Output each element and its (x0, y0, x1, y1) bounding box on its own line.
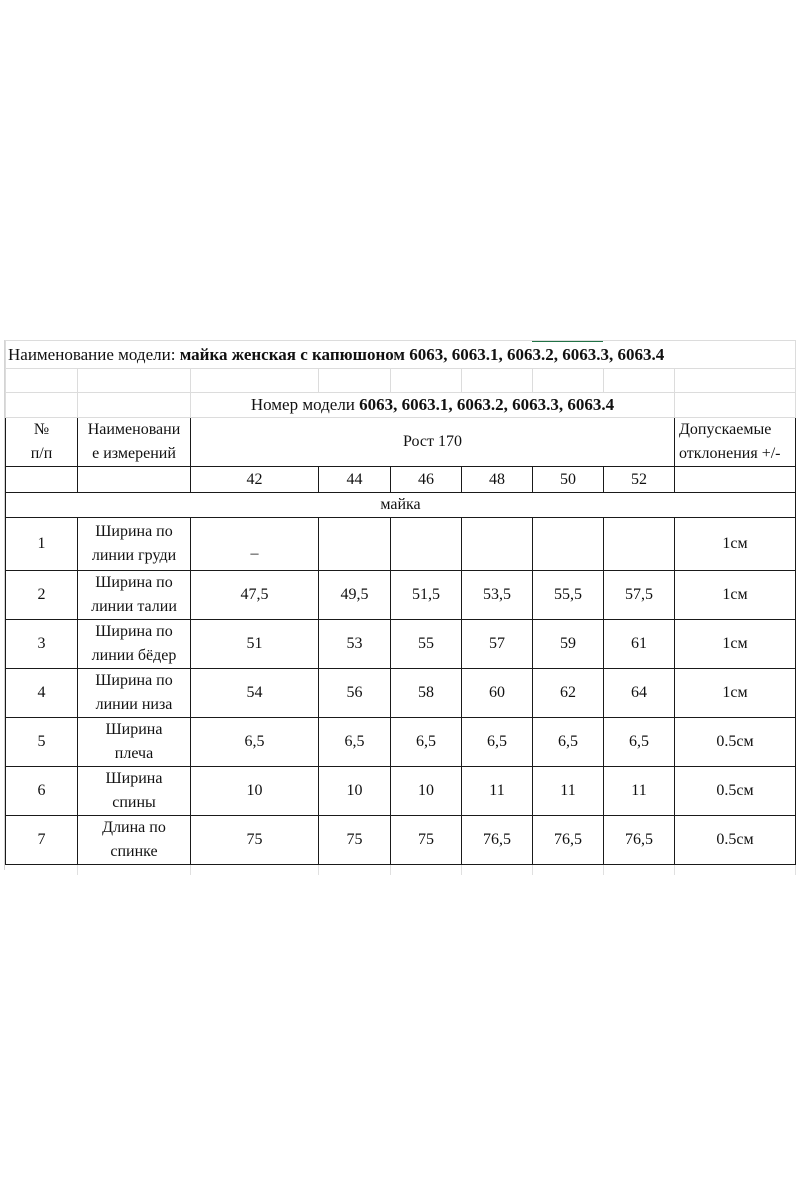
measurement-name[interactable] (78, 816, 191, 865)
empty-cell[interactable] (675, 467, 796, 493)
value-cell[interactable]: 76,5 (604, 816, 675, 865)
tolerance-cell[interactable]: 0.5см (675, 767, 796, 816)
measurement-name[interactable] (78, 669, 191, 718)
value-cell[interactable]: 49,5 (319, 571, 391, 620)
empty-cell (604, 865, 675, 876)
trailing-grid-row (6, 865, 796, 876)
model-name-label: Наименование модели: (8, 344, 176, 364)
value-cell[interactable]: 6,5 (462, 718, 533, 767)
value-cell[interactable]: 76,5 (462, 816, 533, 865)
empty-cell (319, 865, 391, 876)
value-cell[interactable]: 55 (391, 620, 462, 669)
value-cell[interactable]: 6,5 (533, 718, 604, 767)
model-number-value: 6063, 6063.1, 6063.2, 6063.3, 6063.4 (359, 395, 615, 414)
value-cell[interactable]: 60 (462, 669, 533, 718)
row-number[interactable]: 1 (6, 518, 78, 571)
size-cell[interactable]: 52 (604, 467, 675, 493)
header-number-line1: № (33, 421, 50, 438)
value-cell[interactable] (319, 518, 391, 571)
value-cell[interactable]: 57 (462, 620, 533, 669)
value-cell[interactable]: 54 (191, 669, 319, 718)
value-cell[interactable] (533, 518, 604, 571)
value-cell[interactable]: 64 (604, 669, 675, 718)
measurement-name-line1: Ширина по (95, 523, 173, 540)
measurement-name-line2: спинке (110, 843, 158, 860)
row-number[interactable]: 4 (6, 669, 78, 718)
empty-cell[interactable] (462, 369, 533, 393)
value-cell[interactable]: 59 (533, 620, 604, 669)
value-cell[interactable]: 57,5 (604, 571, 675, 620)
measurement-name-line1: Ширина по (95, 672, 173, 689)
value-cell[interactable]: 10 (319, 767, 391, 816)
measurement-name-line2: линии низа (95, 696, 173, 713)
empty-cell (391, 865, 462, 876)
header-tolerance-cell[interactable] (675, 418, 796, 467)
sizes-row (6, 467, 796, 493)
model-number-cell[interactable] (191, 393, 675, 418)
measurement-name-line1: Ширина по (95, 623, 173, 640)
value-cell[interactable]: 47,5 (191, 571, 319, 620)
table-row (6, 669, 796, 718)
measurement-name-line2: линии талии (91, 598, 177, 615)
header-measurement-name-cell[interactable] (78, 418, 191, 467)
empty-cell[interactable] (78, 393, 191, 418)
measurement-name-line2: спины (112, 794, 156, 811)
table-row (6, 518, 796, 571)
size-cell[interactable]: 44 (319, 467, 391, 493)
value-cell[interactable]: 6,5 (319, 718, 391, 767)
measurement-name[interactable] (78, 620, 191, 669)
empty-cell (6, 865, 78, 876)
row-number[interactable]: 3 (6, 620, 78, 669)
header-tolerance-line1: Допускаемые (679, 421, 772, 438)
model-name-value: майка женская с капюшоном 6063, 6063.1, 6063.2, 6063.3, 6063.4 (179, 344, 665, 364)
spreadsheet (5, 340, 800, 875)
measurement-name[interactable] (78, 518, 191, 571)
value-cell[interactable]: 11 (462, 767, 533, 816)
table-row (6, 816, 796, 865)
empty-cell (675, 865, 796, 876)
measurement-name-line1: Ширина (105, 721, 163, 738)
value-cell[interactable]: 75 (191, 816, 319, 865)
value-cell[interactable]: 10 (391, 767, 462, 816)
measurement-name-line1: Ширина по (95, 574, 173, 591)
empty-row (6, 369, 796, 393)
value-cell[interactable]: 6,5 (191, 718, 319, 767)
table-row (6, 571, 796, 620)
value-cell[interactable]: 56 (319, 669, 391, 718)
value-cell[interactable]: 55,5 (533, 571, 604, 620)
tolerance-cell[interactable]: 1см (675, 571, 796, 620)
title-row (6, 341, 796, 369)
header-name-line1: Наименовани (87, 421, 181, 438)
value-cell[interactable]: 53 (319, 620, 391, 669)
value-cell[interactable] (604, 518, 675, 571)
section-label-cell[interactable]: майка (6, 493, 796, 518)
empty-cell (191, 865, 319, 876)
row-number[interactable]: 5 (6, 718, 78, 767)
measurement-name[interactable] (78, 718, 191, 767)
value-cell[interactable]: 61 (604, 620, 675, 669)
row-number[interactable]: 6 (6, 767, 78, 816)
value-cell[interactable]: 51 (191, 620, 319, 669)
value-cell[interactable]: 51,5 (391, 571, 462, 620)
model-number-label: Номер модели (250, 395, 355, 414)
empty-cell[interactable] (78, 467, 191, 493)
model-number-row (6, 393, 796, 418)
tolerance-cell[interactable]: 0.5см (675, 718, 796, 767)
measurement-name-line2: линии бёдер (91, 647, 177, 664)
value-cell[interactable]: 53,5 (462, 571, 533, 620)
empty-cell[interactable] (191, 369, 319, 393)
value-cell[interactable]: 11 (604, 767, 675, 816)
empty-cell[interactable] (533, 369, 604, 393)
empty-cell[interactable] (6, 369, 78, 393)
row-number[interactable]: 7 (6, 816, 78, 865)
tolerance-cell[interactable]: 0.5см (675, 816, 796, 865)
tolerance-cell[interactable]: 1см (675, 669, 796, 718)
size-cell[interactable]: 46 (391, 467, 462, 493)
height-label: Рост 170 (403, 433, 462, 450)
empty-cell[interactable] (391, 369, 462, 393)
header-number-cell[interactable] (6, 418, 78, 467)
table-row (6, 718, 796, 767)
size-cell[interactable]: 50 (533, 467, 604, 493)
header-height-cell[interactable] (191, 418, 675, 467)
value-cell[interactable]: 6,5 (391, 718, 462, 767)
header-tolerance-line2: отклонения +/- (679, 445, 781, 462)
value-cell[interactable]: 62 (533, 669, 604, 718)
empty-cell[interactable] (675, 369, 796, 393)
row-number[interactable]: 2 (6, 571, 78, 620)
value-cell[interactable]: 10 (191, 767, 319, 816)
tolerance-cell[interactable]: 1см (675, 518, 796, 571)
value-cell[interactable]: – (191, 518, 319, 571)
value-cell[interactable]: 75 (319, 816, 391, 865)
table-row (6, 620, 796, 669)
empty-cell (533, 865, 604, 876)
measurement-name-line1: Длина по (102, 819, 166, 836)
section-row (6, 493, 796, 518)
measurement-name-line2: плеча (114, 745, 154, 762)
empty-cell[interactable] (78, 369, 191, 393)
table-row (6, 767, 796, 816)
value-cell[interactable]: 76,5 (533, 816, 604, 865)
header-number-line2: п/п (30, 445, 53, 462)
model-name-cell[interactable] (6, 341, 796, 369)
value-cell[interactable]: 11 (533, 767, 604, 816)
value-cell[interactable] (391, 518, 462, 571)
tolerance-cell[interactable]: 1см (675, 620, 796, 669)
empty-cell (78, 865, 191, 876)
empty-cell (462, 865, 533, 876)
header-name-line2: е измерений (92, 445, 176, 462)
size-cell[interactable]: 42 (191, 467, 319, 493)
value-cell[interactable]: 58 (391, 669, 462, 718)
empty-cell[interactable] (604, 369, 675, 393)
size-chart-table (5, 340, 796, 875)
empty-cell[interactable] (6, 467, 78, 493)
value-cell[interactable]: 6,5 (604, 718, 675, 767)
measurement-name-line2: линии груди (91, 547, 177, 564)
value-cell[interactable] (462, 518, 533, 571)
measurement-name[interactable] (78, 571, 191, 620)
measurement-name-line1: Ширина (105, 770, 163, 787)
empty-cell[interactable] (319, 369, 391, 393)
empty-cell[interactable] (675, 393, 796, 418)
header-row (6, 418, 796, 467)
size-cell[interactable]: 48 (462, 467, 533, 493)
measurement-name[interactable] (78, 767, 191, 816)
empty-cell[interactable] (6, 393, 78, 418)
value-cell[interactable]: 75 (391, 816, 462, 865)
